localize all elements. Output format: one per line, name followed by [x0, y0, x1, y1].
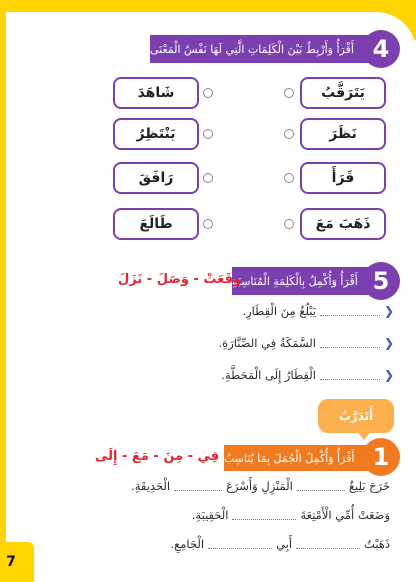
sentence-text: السَّمَكَةُ فِي الصِّنَّارَةِ. [218, 336, 316, 350]
answer-blank[interactable] [296, 539, 360, 549]
answer-blank[interactable] [208, 539, 272, 549]
exercise5-instruction: أَقْرَأُ وَأُكْمِلُ بِالْكَلِمَةِ الْمُنَاسِبَةِ [232, 274, 358, 288]
answer-blank[interactable] [320, 370, 380, 380]
sentence-text: خَرَجَ بَلِيغٌ [348, 479, 390, 493]
exercise1-sentence-3 [171, 537, 391, 551]
match-dot-right-4[interactable] [284, 219, 294, 229]
exercise4-instruction: أَقْرَأُ وَأَرْبِطُ بَيْنَ الْكَلِمَاتِ الَّتِي لَهَا نَفْسُ الْمَعْنَى [150, 42, 354, 56]
sentence-text: أَبِي [276, 537, 293, 551]
answer-blank[interactable] [232, 510, 296, 520]
answer-blank[interactable] [320, 338, 380, 348]
match-word-right-3: قَرَأَ [300, 162, 386, 194]
match-dot-right-3[interactable] [284, 173, 294, 183]
match-word-right-1: يَتَرَقَّبُ [300, 77, 386, 109]
answer-blank[interactable] [320, 306, 380, 316]
exercise5-sentence-3 [221, 368, 394, 382]
sentence-text: الْجَامِعِ. [170, 537, 205, 551]
arrow-bullet-icon: ❮ [383, 304, 394, 318]
sentence-text: ذَهَبْتُ [364, 537, 390, 551]
answer-blank[interactable] [297, 481, 345, 491]
sentence-text: الْمَنْزِلِ وَأَسْرَعَ [226, 479, 293, 493]
match-word-left-1: شَاهَدَ [113, 77, 199, 109]
sentence-text: الْقِطَارُ إِلَى الْمَحَطَّةِ. [221, 368, 316, 382]
match-word-left-3: رَافَقَ [113, 162, 199, 194]
page-number: 7 [6, 554, 16, 570]
exercise4-instruction-pill [150, 35, 394, 63]
drill-label: أَتَدَرَّبُ [318, 399, 394, 433]
arrow-bullet-icon: ❮ [383, 368, 394, 382]
sentence-text: يَبْلُغُ مِنَ الْقِطَارِ. [242, 304, 316, 318]
match-dot-left-1[interactable] [203, 88, 213, 98]
exercise5-sentence-2 [219, 336, 394, 350]
exercise1-word-bank: فِي - مِنَ - مَعَ - إِلَى [95, 449, 220, 464]
match-word-left-4: طَالَعَ [113, 208, 199, 240]
sentence-text: الْحَقِيبَةِ. [191, 508, 229, 522]
match-dot-right-1[interactable] [284, 88, 294, 98]
drill-label-tail [356, 430, 372, 440]
left-margin-bar [0, 0, 6, 582]
match-dot-right-2[interactable] [284, 129, 294, 139]
match-dot-left-3[interactable] [203, 173, 213, 183]
exercise5-number-badge: 5 [362, 262, 400, 300]
exercise1-sentence-2 [192, 508, 390, 522]
exercise4-number-badge: 4 [362, 30, 400, 68]
match-word-left-2: يَنْتَظِرُ [113, 118, 199, 150]
match-word-right-4: ذَهَبَ مَعَ [300, 208, 386, 240]
sentence-text: الْحَدِيقَةِ. [131, 479, 171, 493]
match-dot-left-2[interactable] [203, 129, 213, 139]
exercise5-word-bank: وَقَعَتْ - وَصَلَ - نَزَلَ [118, 272, 242, 287]
answer-blank[interactable] [174, 481, 222, 491]
sentence-text: وَضَعَتْ أُمِّي الْأَمْتِعَةَ [300, 508, 390, 522]
exercise1-instruction: أَقْرَأُ وَأُكْمِلُ الْجُمَلَ بِمَا يُنَاسِبُ [224, 451, 355, 465]
exercise1-sentence-1 [131, 479, 390, 493]
match-word-right-2: نَظَرَ [300, 118, 386, 150]
exercise5-sentence-1 [242, 304, 394, 318]
arrow-bullet-icon: ❮ [383, 336, 394, 350]
match-dot-left-4[interactable] [203, 219, 213, 229]
exercise1-number-badge: 1 [362, 438, 400, 476]
